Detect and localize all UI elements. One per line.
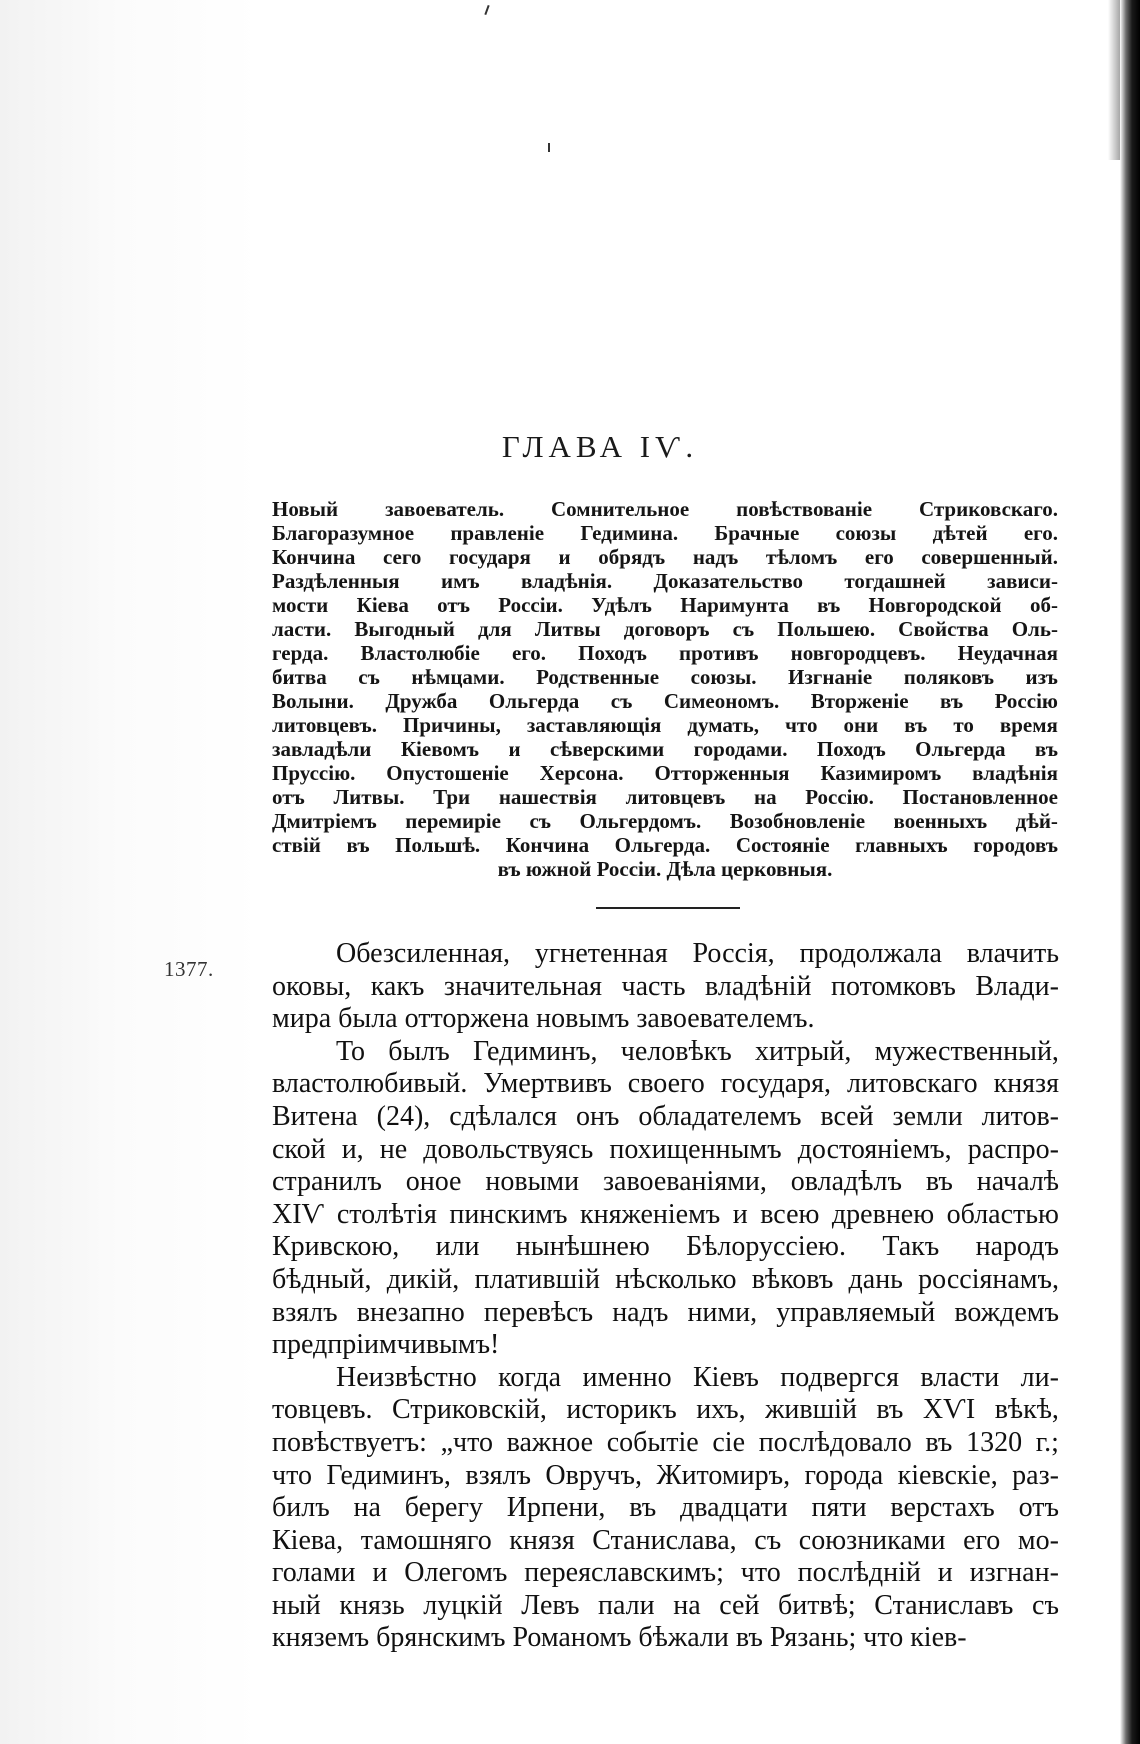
paragraph-line: голами и Олегомъ переяславскимъ; что послѣдній и изгнан- [272, 1557, 1059, 1589]
summary-line: завладѣли Кіевомъ и сѣверскими городами. Походъ Ольгерда въ [272, 737, 1058, 761]
summary-line: Волыни. Дружба Ольгерда съ Симеономъ. Вторженіе въ Россію [272, 689, 1058, 713]
summary-line: Раздѣленныя имъ владѣнія. Доказательство тогдашней зависи- [272, 569, 1058, 593]
chapter-summary [272, 497, 1058, 881]
paragraph-line: товцевъ. Стриковскій, историкъ ихъ, жившій въ XѴI вѣкѣ, [272, 1394, 1059, 1426]
summary-line: герда. Властолюбіе его. Походъ противъ новгородцевъ. Неудачная [272, 641, 1058, 665]
scan-speck [548, 143, 550, 152]
summary-line: отъ Литвы. Три нашествія литовцевъ на Россію. Постановленное [272, 785, 1058, 809]
paragraph-line: XIѴ столѣтія пинскимъ княженіемъ и всею древнею областью [272, 1198, 1059, 1230]
summary-line: мости Кіева отъ Россіи. Удѣлъ Наримунта въ Новгородской об- [272, 593, 1058, 617]
summary-line: ствій въ Польшѣ. Кончина Ольгерда. Состояніе главныхъ городовъ [272, 833, 1058, 857]
summary-line: Благоразумное правленіе Гедимина. Брачные союзы дѣтей его. [272, 521, 1058, 545]
paragraph-line: оковы, какъ значительная часть владѣній потомковъ Влади- [272, 970, 1059, 1002]
paragraph-line: ской и, не довольствуясь похищеннымъ достояніемъ, распро- [272, 1133, 1059, 1165]
summary-line: въ южной Россіи. Дѣла церковныя. [497, 857, 833, 881]
paragraph-line: княземъ брянскимъ Романомъ бѣжали въ Рязань; что кіев- [272, 1622, 967, 1654]
summary-line: ласти. Выгодный для Литвы договоръ съ Польшею. Свойства Оль- [272, 617, 1058, 641]
paragraph-line: предпріимчивымъ! [272, 1329, 500, 1361]
summary-line: Новый завоеватель. Сомнительное повѣствованіе Стриковскаго. [272, 497, 1058, 521]
paragraph-line: что Гедиминъ, взялъ Овручъ, Житомиръ, города кіевскіе, раз- [272, 1459, 1059, 1491]
paragraph-line: То былъ Гедиминъ, человѣкъ хитрый, мужественный, [336, 1035, 1059, 1067]
paragraph-line: Витена (24), сдѣлался онъ обладателемъ всей земли литов- [272, 1100, 1059, 1132]
paragraph-line: взялъ внезапно перевѣсъ надъ ними, управляемый вождемъ [272, 1296, 1059, 1328]
paragraph-line: властолюбивый. Умертвивъ своего государя, литовскаго князя [272, 1068, 1059, 1100]
paragraph-line: Кіева, тамошняго князя Станислава, съ союзниками его мо- [272, 1524, 1059, 1556]
summary-line: литовцевъ. Причины, заставляющія думать, что они въ то время [272, 713, 1058, 737]
paragraph-line: мира была отторжена новымъ завоевателемъ. [272, 1003, 815, 1035]
summary-line: Дмитріемъ перемиріе съ Ольгердомъ. Возобновленіе военныхъ дѣй- [272, 809, 1058, 833]
paragraph-line: Кривскою, или нынѣшнею Бѣлоруссіею. Такъ народъ [272, 1231, 1059, 1263]
scan-speck [484, 5, 489, 15]
paragraph-line: повѣствуетъ: „что важное событіе сіе послѣдовало въ 1320 г.; [272, 1426, 1059, 1458]
page-binding-shadow [1108, 0, 1120, 160]
summary-line: Кончина сего государя и обрядъ надъ тѣломъ его совершенный. [272, 545, 1058, 569]
summary-line: Пруссію. Опустошеніе Херсона. Отторженныя Казимиромъ владѣнія [272, 761, 1058, 785]
page-binding-edge [1120, 0, 1140, 1744]
paragraph-line: Неизвѣстно когда именно Кіевъ подвергся власти ли- [336, 1361, 1059, 1393]
chapter-title: ГЛАВА IѴ. [501, 429, 699, 464]
paragraph-line: странилъ оное новыми завоеваніями, овладѣлъ въ началѣ [272, 1166, 1059, 1198]
margin-year-note: 1377. [164, 957, 214, 981]
paragraph-line: ный князь луцкій Левъ пали на сей битвѣ; Станиславъ съ [272, 1589, 1059, 1621]
body-text [272, 938, 1059, 1655]
paragraph-line: билъ на берегу Ирпени, въ двадцати пяти верстахъ отъ [272, 1492, 1059, 1524]
summary-line: битва съ нѣмцами. Родственные союзы. Изгнаніе поляковъ изъ [272, 665, 1058, 689]
section-divider [596, 907, 740, 909]
paragraph-line: бѣдный, дикій, платившій нѣсколько вѣковъ дань россіянамъ, [272, 1263, 1059, 1295]
paragraph-line: Обезсиленная, угнетенная Россія, продолжала влачить [336, 938, 1059, 969]
